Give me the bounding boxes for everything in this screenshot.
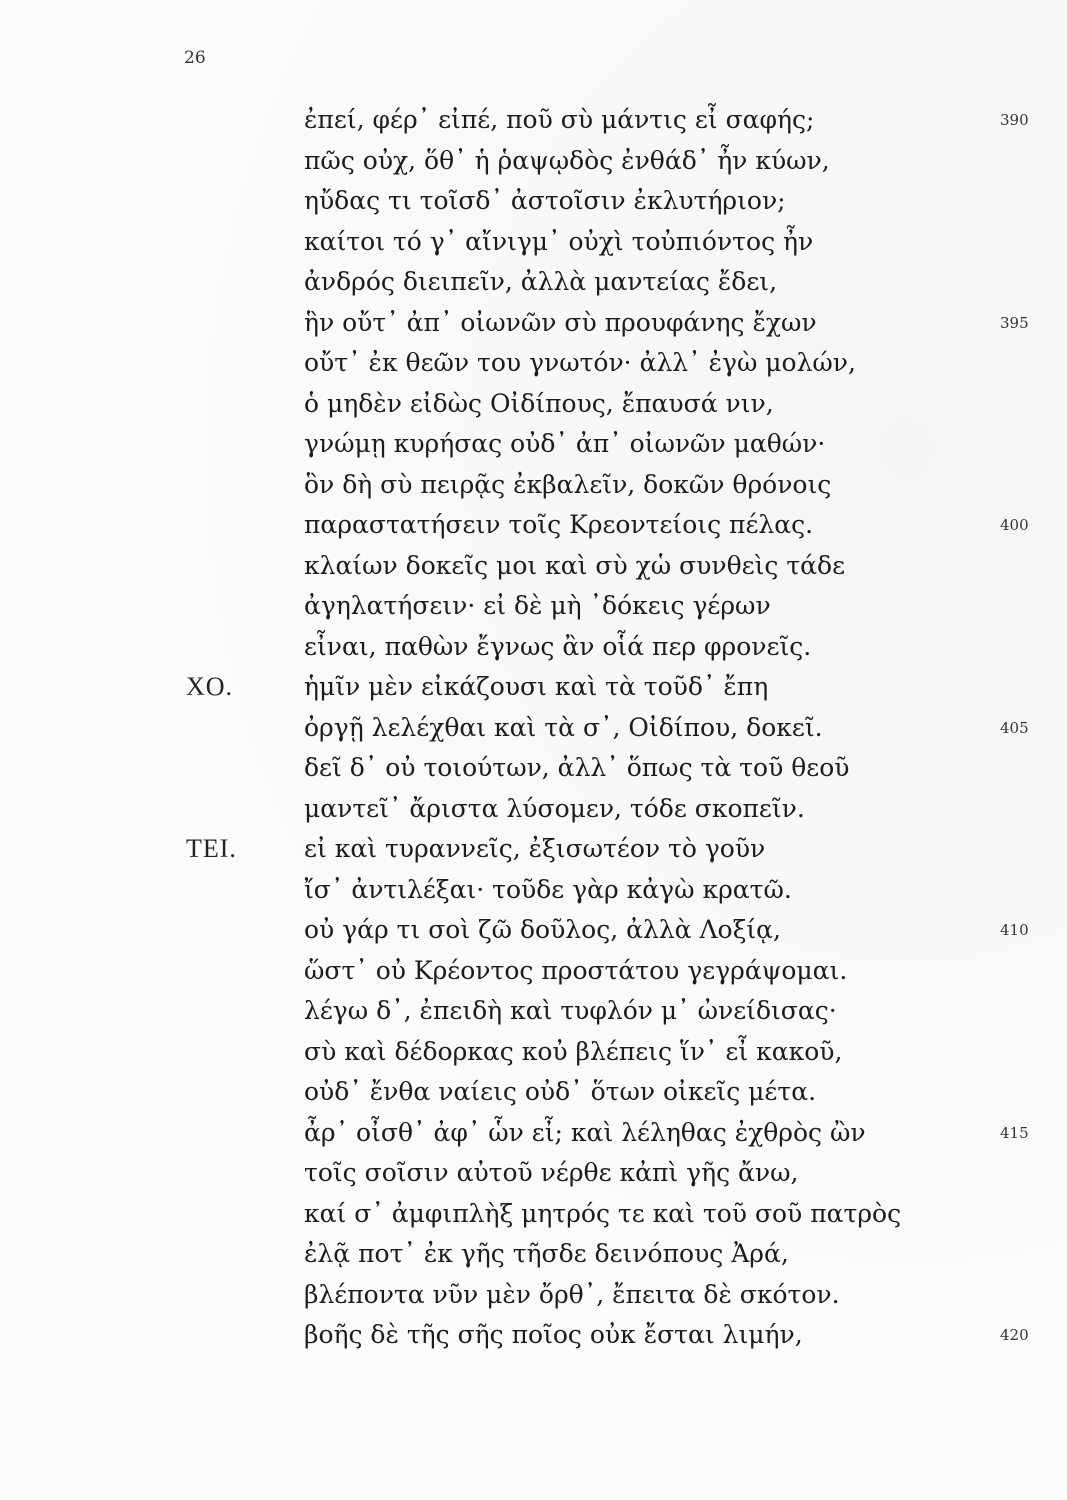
verse-text xyxy=(0,104,1067,1360)
verse-line xyxy=(0,145,1067,186)
line-number: 420 xyxy=(1000,1326,1029,1344)
verse-line xyxy=(0,712,1067,753)
verse-line-text: σὺ καὶ δέδορκας κοὐ βλέπεις ἵν᾽ εἶ κακοῦ, xyxy=(304,1036,843,1066)
verse-line xyxy=(0,1157,1067,1198)
verse-line xyxy=(0,347,1067,388)
verse-line xyxy=(0,914,1067,955)
verse-line-text: βοῆς δὲ τῆς σῆς ποῖος οὐκ ἔσται λιμήν, xyxy=(304,1320,803,1349)
verse-line xyxy=(0,671,1067,712)
line-number: 390 xyxy=(1000,111,1029,129)
verse-line xyxy=(0,1238,1067,1279)
line-number: 400 xyxy=(1000,516,1029,534)
verse-line-text: τοῖς σοῖσιν αὐτοῦ νέρθε κἀπὶ γῆς ἄνω, xyxy=(304,1158,799,1187)
verse-line xyxy=(0,752,1067,793)
verse-line xyxy=(0,185,1067,226)
verse-line-text: ἣν οὔτ᾽ ἀπ᾽ οἰωνῶν σὺ προυφάνης ἔχων xyxy=(304,307,817,337)
verse-line-text: ὀργῇ λελέχθαι καὶ τὰ σ᾽, Οἰδίπου, δοκεῖ. xyxy=(304,712,823,742)
verse-line xyxy=(0,955,1067,996)
verse-line xyxy=(0,550,1067,591)
speaker-label: ΧΟ. xyxy=(186,672,234,701)
line-number: 415 xyxy=(1000,1123,1029,1142)
verse-line-text: εἰ καὶ τυραννεῖς, ἐξισωτέον τὸ γοῦν xyxy=(304,834,766,863)
verse-line xyxy=(0,428,1067,469)
verse-line-text: ἆρ᾽ οἶσθ᾽ ἀφ᾽ ὧν εἶ; καὶ λέληθας ἐχθρὸς ὢν xyxy=(304,1117,866,1147)
page-number: 26 xyxy=(184,48,206,68)
verse-line-text: δεῖ δ᾽ οὐ τοιούτων, ἀλλ᾽ ὅπως τὰ τοῦ θεοῦ xyxy=(304,753,850,782)
verse-line xyxy=(0,1198,1067,1239)
verse-line-text: ὃν δὴ σὺ πειρᾷς ἐκβαλεῖν, δοκῶν θρόνοις xyxy=(304,469,832,499)
verse-line xyxy=(0,469,1067,510)
verse-line xyxy=(0,226,1067,267)
verse-line-text: πῶς οὐχ, ὅθ᾽ ἡ ῥαψῳδὸς ἐνθάδ᾽ ἦν κύων, xyxy=(304,145,830,175)
verse-line-text: ὥστ᾽ οὐ Κρέοντος προστάτου γεγράψομαι. xyxy=(304,955,848,985)
verse-line-text: καί σ᾽ ἀμφιπλὴξ μητρός τε καὶ τοῦ σοῦ πατρὸς xyxy=(304,1198,902,1228)
verse-line-text: οὔτ᾽ ἐκ θεῶν του γνωτόν· ἀλλ᾽ ἐγὼ μολών, xyxy=(304,348,856,377)
verse-line xyxy=(0,833,1067,874)
verse-line xyxy=(0,1319,1067,1360)
verse-line-text: μαντεῖ᾽ ἄριστα λύσομεν, τόδε σκοπεῖν. xyxy=(304,793,805,823)
verse-line xyxy=(0,590,1067,631)
verse-line xyxy=(0,793,1067,834)
verse-line-text: ηὔδας τι τοῖσδ᾽ ἀστοῖσιν ἐκλυτήριον; xyxy=(304,186,786,215)
verse-line xyxy=(0,307,1067,348)
verse-line xyxy=(0,509,1067,550)
verse-line xyxy=(0,388,1067,429)
verse-line-text: ἐπεί, φέρ᾽ εἰπέ, ποῦ σὺ μάντις εἶ σαφής; xyxy=(304,105,815,134)
verse-line-text: οὐδ᾽ ἔνθα ναίεις οὐδ᾽ ὅτων οἰκεῖς μέτα. xyxy=(304,1077,817,1106)
verse-line-text: ἀγηλατήσειν· εἰ δὲ μὴ ᾽δόκεις γέρων xyxy=(304,591,771,620)
verse-line-text: βλέποντα νῦν μὲν ὄρθ᾽, ἔπειτα δὲ σκότον. xyxy=(304,1279,840,1309)
verse-line xyxy=(0,631,1067,672)
verse-line-text: ἡμῖν μὲν εἰκάζουσι καὶ τὰ τοῦδ᾽ ἔπη xyxy=(304,672,769,701)
verse-line-text: κλαίων δοκεῖς μοι καὶ σὺ χὡ συνθεὶς τάδε xyxy=(304,550,846,580)
verse-line xyxy=(0,1036,1067,1077)
verse-line-text: ἐλᾷ ποτ᾽ ἐκ γῆς τῆσδε δεινόπους Ἀρά, xyxy=(304,1239,789,1268)
verse-line-text: λέγω δ᾽, ἐπειδὴ καὶ τυφλόν μ᾽ ὠνείδισας· xyxy=(304,996,837,1025)
verse-line-text: εἶναι, παθὼν ἔγνως ἂν οἷά περ φρονεῖς. xyxy=(304,631,812,661)
verse-line xyxy=(0,874,1067,915)
verse-line-text: οὐ γάρ τι σοὶ ζῶ δοῦλος, ἀλλὰ Λοξίᾳ, xyxy=(304,915,781,944)
verse-line-text: παραστατήσειν τοῖς Κρεοντείοις πέλας. xyxy=(304,510,814,539)
line-number: 405 xyxy=(1000,718,1029,737)
verse-line-text: ἴσ᾽ ἀντιλέξαι· τοῦδε γὰρ κἀγὼ κρατῶ. xyxy=(304,874,792,904)
verse-line xyxy=(0,1279,1067,1320)
line-number: 410 xyxy=(1000,921,1029,939)
verse-line xyxy=(0,104,1067,145)
verse-line xyxy=(0,995,1067,1036)
speaker-label: ΤΕΙ. xyxy=(186,834,237,863)
verse-line xyxy=(0,1076,1067,1117)
verse-line-text: γνώμῃ κυρήσας οὐδ᾽ ἀπ᾽ οἰωνῶν μαθών· xyxy=(304,429,826,458)
line-number: 395 xyxy=(1000,313,1029,332)
verse-line-text: καίτοι τό γ᾽ αἴνιγμ᾽ οὐχὶ τοὐπιόντος ἦν xyxy=(304,226,814,256)
verse-line xyxy=(0,266,1067,307)
verse-line-text: ὁ μηδὲν εἰδὼς Οἰδίπους, ἔπαυσά νιν, xyxy=(304,388,774,418)
verse-line xyxy=(0,1117,1067,1158)
verse-line-text: ἀνδρός διειπεῖν, ἀλλὰ μαντείας ἔδει, xyxy=(304,267,778,296)
